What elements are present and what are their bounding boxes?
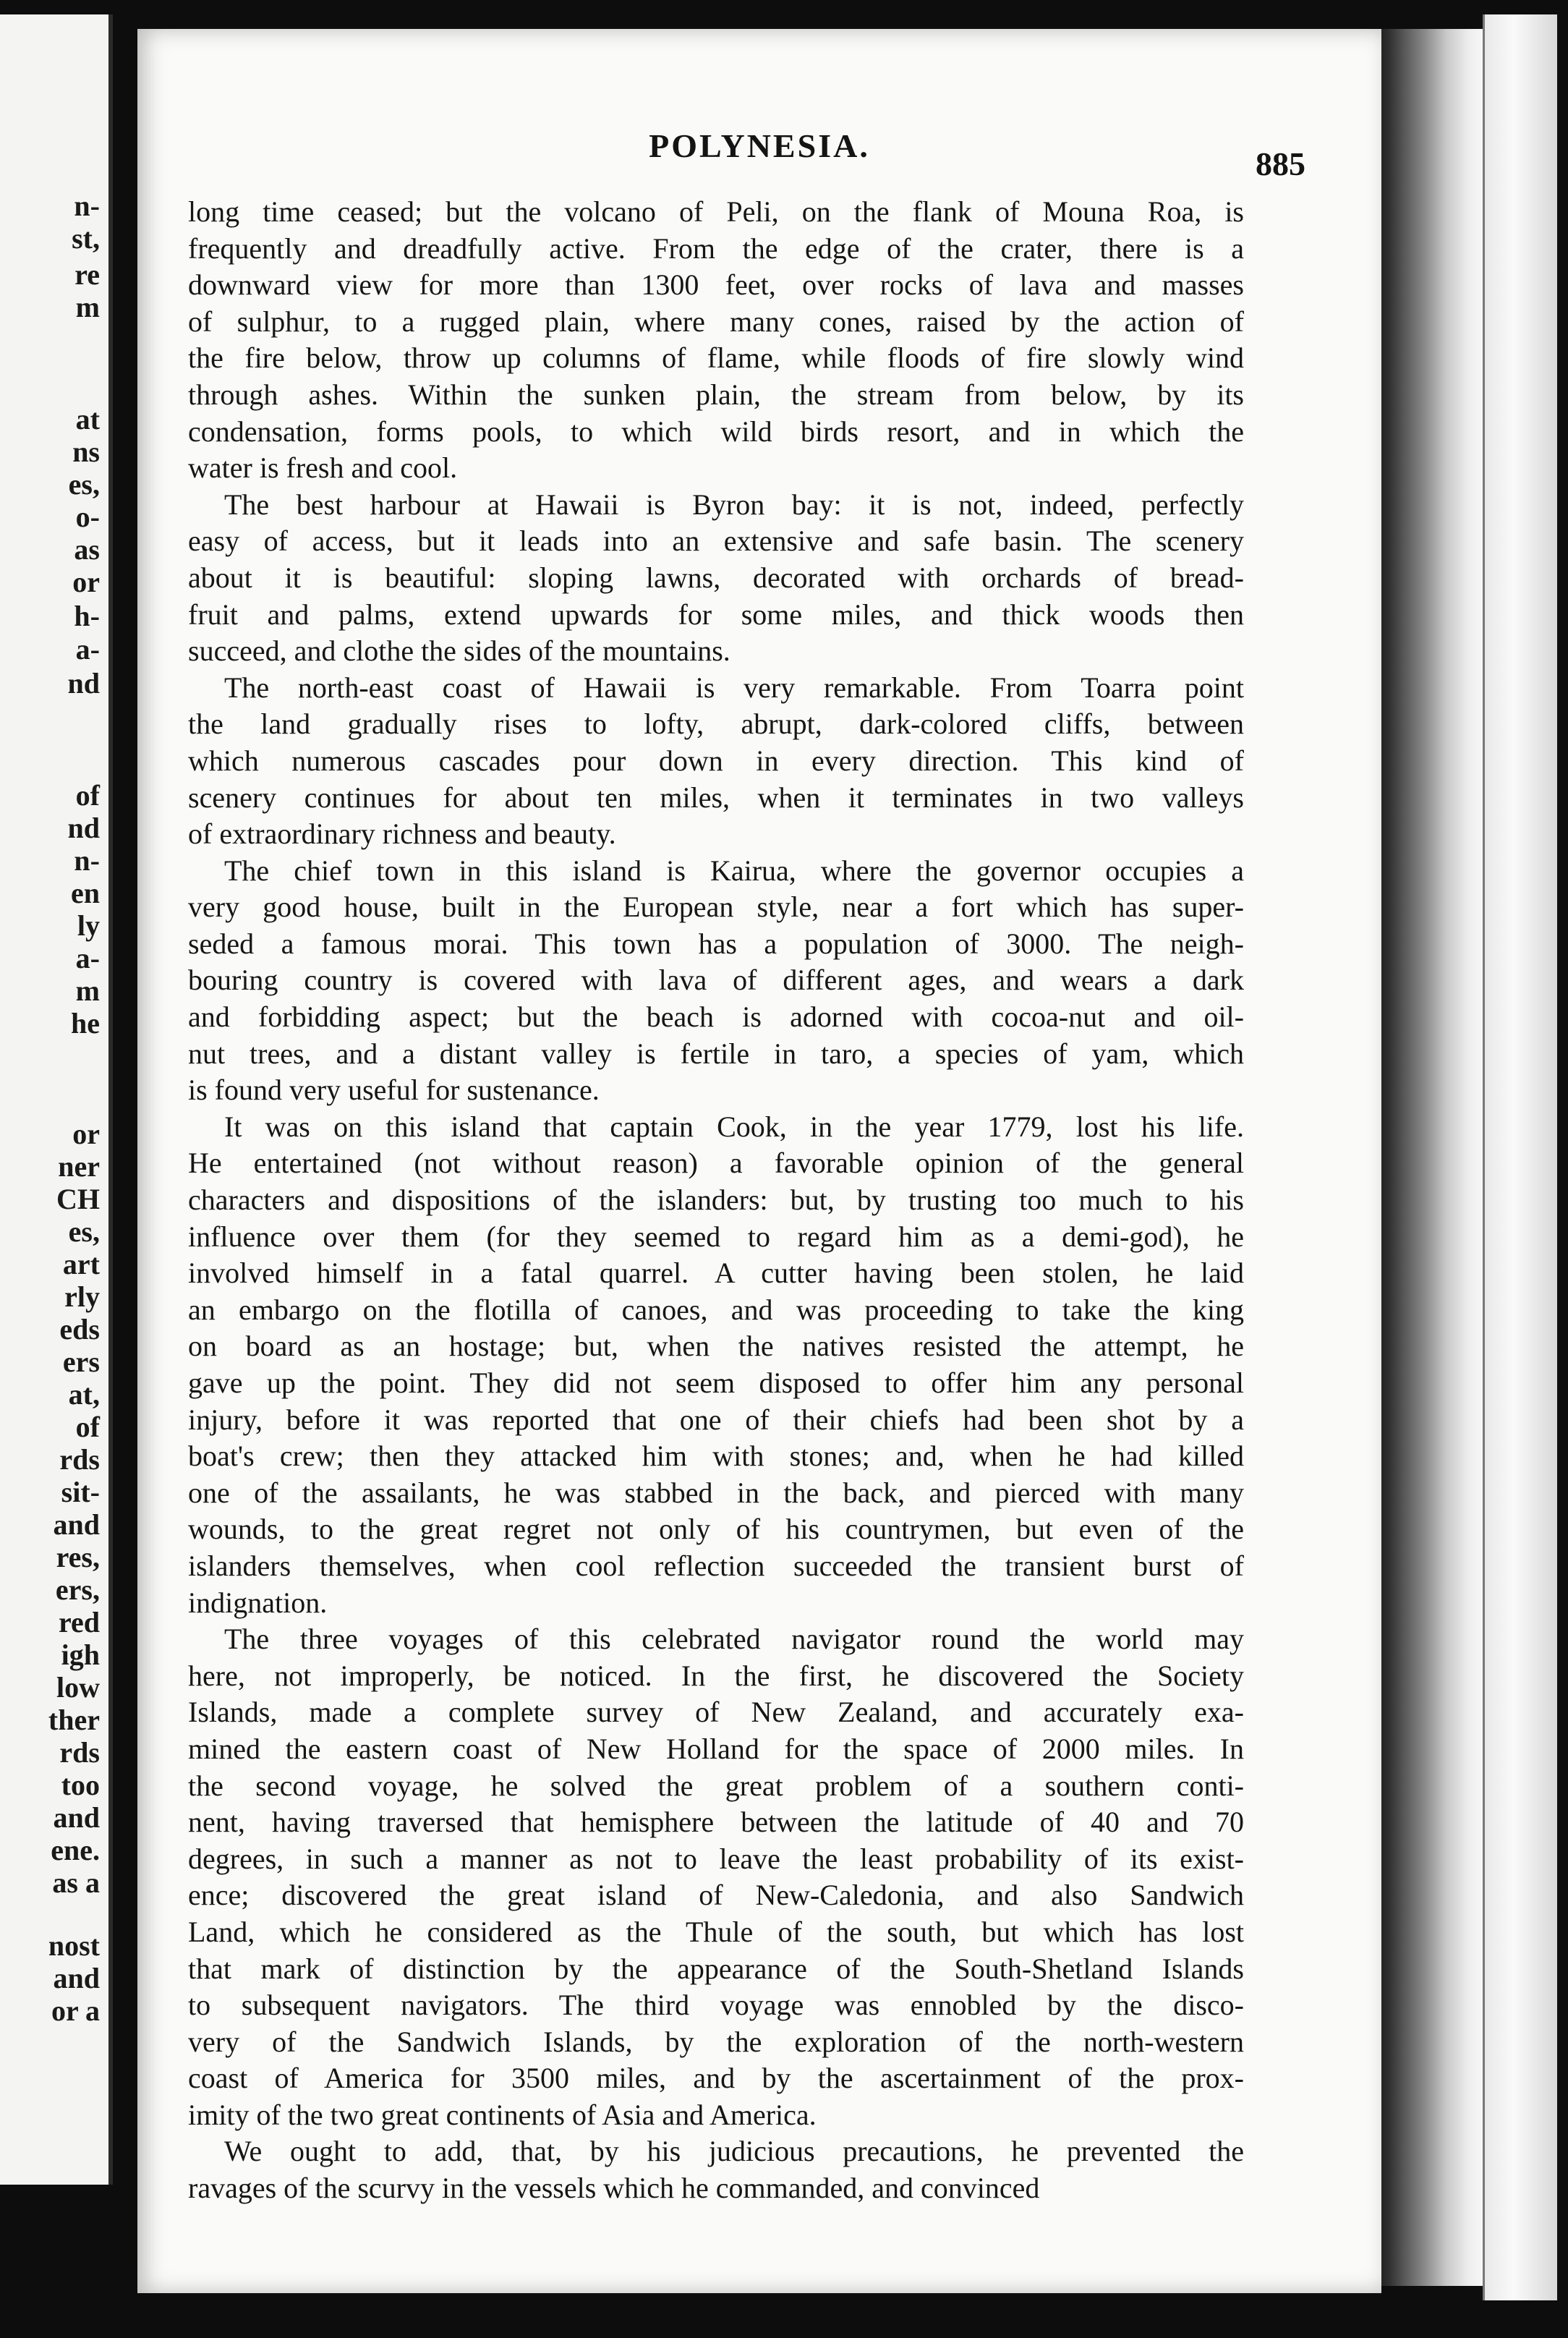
left-page-fragment: ns	[72, 435, 100, 468]
text-line: easy of access, but it leads into an extensive and safe basin. The scenery	[188, 524, 1244, 558]
left-page-fragment: nost	[48, 1929, 100, 1962]
text-line: that mark of distinction by the appearance of the South-Shetland Islands	[188, 1952, 1244, 1985]
left-page-fragment: ers	[62, 1346, 100, 1378]
text-line: fruit and palms, extend upwards for some miles, and thick woods then	[188, 598, 1244, 631]
left-page-fragment: and	[53, 1962, 100, 1994]
page-number: 885	[1256, 145, 1305, 182]
text-line: one of the assailants, he was stabbed in the back, and pierced with many	[188, 1476, 1244, 1509]
text-line: injury, before it was reported that one of their chiefs had been shot by a	[188, 1403, 1244, 1436]
text-line: the second voyage, he solved the great problem of a southern conti-	[188, 1769, 1244, 1802]
text-line: wounds, to the great regret not only of his countrymen, but even of the	[188, 1513, 1244, 1546]
left-page-fragment: art	[62, 1248, 100, 1280]
left-page-fragment: n-	[74, 844, 100, 877]
left-page-fragment: en	[71, 877, 100, 909]
left-page-fragment: and	[53, 1801, 100, 1834]
text-line: very of the Sandwich Islands, by the exploration of the north-western	[188, 2025, 1244, 2058]
left-page-fragment: nd	[67, 812, 100, 844]
left-page-fragment: sit-	[61, 1476, 100, 1508]
text-line: water is fresh and cool.	[188, 451, 458, 485]
left-page-fragment: ner	[58, 1150, 100, 1183]
left-page-fragment: nd	[67, 667, 100, 700]
body-text	[188, 194, 1244, 2207]
left-page-fragment: CH	[56, 1183, 100, 1215]
left-page-fragment: st,	[72, 222, 100, 255]
left-page-fragment: as	[74, 533, 100, 566]
text-line: The three voyages of this celebrated navigator round the world may	[224, 1623, 1244, 1656]
text-line: the fire below, throw up columns of flame, while floods of fire slowly wind	[188, 341, 1244, 375]
text-line: frequently and dreadfully active. From the edge of the crater, there is a	[188, 231, 1244, 265]
paragraph	[188, 487, 1244, 670]
text-line: coast of America for 3500 miles, and by the ascertainment of the prox-	[188, 2062, 1244, 2095]
text-line: on board as an hostage; but, when the natives resisted the attempt, he	[188, 1330, 1244, 1363]
left-page-fragment: low	[56, 1671, 100, 1704]
left-page-fragment: at,	[68, 1378, 100, 1411]
text-line: long time ceased; but the volcano of Peli, on the flank of Mouna Roa, is	[188, 195, 1244, 228]
left-page-fragment: n-	[74, 190, 100, 222]
left-page-fragment: a-	[75, 942, 100, 974]
left-page-fragment: too	[61, 1769, 100, 1801]
left-page-fragment: he	[71, 1007, 100, 1040]
text-line: about it is beautiful: sloping lawns, decorated with orchards of bread-	[188, 561, 1244, 594]
page-edges	[1374, 29, 1483, 2286]
running-title: POLYNESIA.	[649, 127, 870, 164]
text-line: bouring country is covered with lava of different ages, and wears a dark	[188, 964, 1244, 997]
text-line: Land, which he considered as the Thule of the south, but which has lost	[188, 1915, 1244, 1948]
text-line: the land gradually rises to lofty, abrupt, dark-colored cliffs, between	[188, 707, 1244, 741]
left-page-fragment: ly	[77, 909, 100, 942]
text-line: indignation.	[188, 1586, 328, 1619]
text-line: and forbidding aspect; but the beach is adorned with cocoa-nut and oil-	[188, 1000, 1244, 1034]
text-line: here, not improperly, be noticed. In the first, he discovered the Society	[188, 1659, 1244, 1692]
text-line: involved himself in a fatal quarrel. A cutter having been stolen, he laid	[188, 1257, 1244, 1290]
text-line: islanders themselves, when cool reflection succeeded the transient burst of	[188, 1549, 1244, 1582]
left-page-fragment: as a	[52, 1866, 100, 1899]
paragraph	[188, 194, 1244, 487]
text-line: of extraordinary richness and beauty.	[188, 817, 616, 851]
left-page-fragment: m	[75, 291, 100, 323]
paragraph	[188, 2133, 1244, 2206]
left-page-fragment: eds	[59, 1313, 100, 1346]
text-line: downward view for more than 1300 feet, over rocks of lava and masses	[188, 268, 1244, 302]
left-page-fragment: m	[75, 974, 100, 1007]
text-line: characters and dispositions of the islanders: but, by trusting too much to his	[188, 1183, 1244, 1217]
text-line: an embargo on the flotilla of canoes, and was proceeding to take the king	[188, 1293, 1244, 1326]
left-page-fragment: re	[74, 258, 100, 291]
left-page-fragment: and	[53, 1508, 100, 1541]
text-line: is found very useful for sustenance.	[188, 1074, 600, 1107]
text-line: Islands, made a complete survey of New Zealand, and accurately exa-	[188, 1696, 1244, 1729]
left-facing-page	[0, 14, 113, 2185]
left-page-fragment: a-	[75, 633, 100, 666]
left-page-fragment: o-	[75, 501, 100, 533]
text-line: seded a famous morai. This town has a population of 3000. The neigh-	[188, 927, 1244, 960]
text-line: succeed, and clothe the sides of the mountains.	[188, 634, 730, 668]
text-line: of sulphur, to a rugged plain, where many cones, raised by the action of	[188, 305, 1244, 338]
text-line: condensation, forms pools, to which wild birds resort, and in which the	[188, 415, 1244, 448]
text-line: We ought to add, that, by his judicious precautions, he prevented the	[224, 2135, 1244, 2168]
left-page-fragment: or	[72, 566, 100, 598]
text-line: to subsequent navigators. The third voyage was ennobled by the disco-	[188, 1989, 1244, 2022]
text-line: mined the eastern coast of New Holland for the space of 2000 miles. In	[188, 1732, 1244, 1765]
text-line: ravages of the scurvy in the vessels which he commanded, and convinced	[188, 2172, 1040, 2205]
text-line: influence over them (for they seemed to regard him as a demi-god), he	[188, 1220, 1244, 1253]
left-page-fragment: ther	[48, 1704, 100, 1736]
left-page-fragment: res,	[56, 1541, 100, 1573]
paragraph	[188, 1621, 1244, 2133]
text-line: The chief town in this island is Kairua, where the governor occupies a	[224, 854, 1244, 887]
book-page	[137, 29, 1381, 2293]
text-line: very good house, built in the European style, near a fort which has super-	[188, 890, 1244, 924]
text-line: through ashes. Within the sunken plain, the stream from below, by its	[188, 378, 1244, 411]
left-page-fragment: or	[72, 1118, 100, 1150]
text-line: nent, having traversed that hemisphere between the latitude of 40 and 70	[188, 1806, 1244, 1839]
left-page-fragment: of	[75, 779, 100, 812]
paragraph	[188, 670, 1244, 853]
left-page-fragment: rds	[59, 1443, 100, 1476]
text-line: boat's crew; then they attacked him with stones; and, when he had killed	[188, 1440, 1244, 1473]
left-page-fragment: rds	[59, 1736, 100, 1769]
text-line: degrees, in such a manner as not to leave the least probability of its exist-	[188, 1842, 1244, 1875]
text-line: The north-east coast of Hawaii is very remarkable. From Toarra point	[224, 671, 1244, 704]
paragraph	[188, 853, 1244, 1109]
left-page-fragment: at	[75, 403, 100, 435]
left-page-fragment: igh	[61, 1638, 100, 1671]
text-line: He entertained (not without reason) a favorable opinion of the general	[188, 1147, 1244, 1180]
far-page-edge	[1483, 14, 1557, 2300]
text-line: ence; discovered the great island of New-Caledonia, and also Sandwich	[188, 1879, 1244, 1912]
paragraph	[188, 1109, 1244, 1621]
text-line: The best harbour at Hawaii is Byron bay: it is not, indeed, perfectly	[224, 488, 1244, 521]
text-line: It was on this island that captain Cook, in the year 1779, lost his life.	[224, 1110, 1244, 1143]
left-page-fragment: ers,	[55, 1573, 100, 1606]
left-page-fragment: or a	[51, 1994, 100, 2027]
text-line: imity of the two great continents of Asia and America.	[188, 2098, 817, 2131]
text-line: gave up the point. They did not seem disposed to offer him any personal	[188, 1366, 1244, 1399]
left-page-fragment: red	[58, 1606, 100, 1638]
text-line: scenery continues for about ten miles, when it terminates in two valleys	[188, 781, 1244, 814]
left-page-fragment: h-	[74, 600, 100, 632]
left-page-fragment: ene.	[51, 1834, 100, 1866]
text-line: which numerous cascades pour down in every direction. This kind of	[188, 744, 1244, 777]
left-page-fragment: es,	[68, 468, 100, 501]
text-line: nut trees, and a distant valley is fertile in taro, a species of yam, which	[188, 1037, 1244, 1070]
left-page-fragment: rly	[64, 1280, 100, 1313]
left-page-fragment: of	[75, 1411, 100, 1443]
left-page-fragment: es,	[68, 1215, 100, 1248]
